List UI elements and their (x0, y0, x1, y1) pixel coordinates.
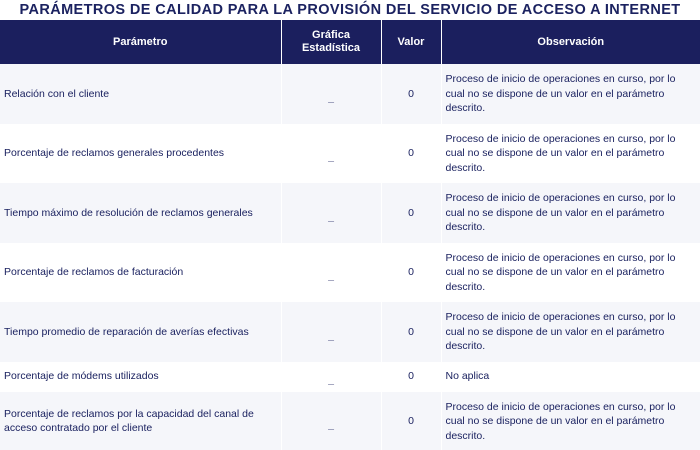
cell-valor: 0 (381, 124, 441, 184)
table-row (0, 392, 700, 450)
cell-parametro: Porcentaje de módems utilizados (0, 362, 281, 392)
cell-observacion: Proceso de inicio de operaciones en curso, por lo cual no se dispone de un valor en el parámetro descrito. (441, 243, 700, 303)
cell-parametro: Porcentaje de reclamos generales procedentes (0, 124, 281, 184)
cell-parametro: Relación con el cliente (0, 64, 281, 124)
header-grafica-line1: Gráfica (312, 29, 350, 41)
header-observacion: Observación (441, 20, 700, 64)
cell-parametro: Tiempo máximo de resolución de reclamos generales (0, 183, 281, 243)
cell-observacion: No aplica (441, 362, 700, 392)
table-row (0, 183, 700, 243)
table-row (0, 362, 700, 392)
cell-valor: 0 (381, 392, 441, 450)
cell-valor: 0 (381, 243, 441, 303)
cell-grafica: _ (281, 243, 381, 303)
cell-parametro: Porcentaje de reclamos de facturación (0, 243, 281, 303)
table-row (0, 302, 700, 362)
cell-observacion: Proceso de inicio de operaciones en curso, por lo cual no se dispone de un valor en el parámetro descrito. (441, 64, 700, 124)
cell-grafica: _ (281, 64, 381, 124)
cell-grafica: _ (281, 183, 381, 243)
cell-observacion: Proceso de inicio de operaciones en curso, por lo cual no se dispone de un valor en el parámetro descrito. (441, 392, 700, 450)
table-row (0, 64, 700, 124)
cell-observacion: Proceso de inicio de operaciones en curso, por lo cual no se dispone de un valor en el parámetro descrito. (441, 183, 700, 243)
page-title: PARÁMETROS DE CALIDAD PARA LA PROVISIÓN DEL SERVICIO DE ACCESO A INTERNET (19, 2, 681, 18)
table-row (0, 243, 700, 303)
cell-grafica: _ (281, 392, 381, 450)
cell-grafica: _ (281, 302, 381, 362)
table-row (0, 124, 700, 184)
cell-parametro: Porcentaje de reclamos por la capacidad del canal de acceso contratado por el cliente (0, 392, 281, 450)
cell-grafica: _ (281, 362, 381, 392)
header-grafica-line2: Estadística (301, 42, 361, 54)
header-valor: Valor (381, 20, 441, 64)
cell-valor: 0 (381, 183, 441, 243)
table-header-row (0, 20, 700, 64)
cell-observacion: Proceso de inicio de operaciones en curso, por lo cual no se dispone de un valor en el parámetro descrito. (441, 124, 700, 184)
cell-parametro: Tiempo promedio de reparación de averías efectivas (0, 302, 281, 362)
header-grafica-estadistica (281, 20, 381, 64)
cell-valor: 0 (381, 362, 441, 392)
cell-observacion: Proceso de inicio de operaciones en curso, por lo cual no se dispone de un valor en el parámetro descrito. (441, 302, 700, 362)
cell-grafica: _ (281, 124, 381, 184)
cell-valor: 0 (381, 64, 441, 124)
quality-parameters-table (0, 20, 700, 450)
cell-valor: 0 (381, 302, 441, 362)
header-parametro: Parámetro (0, 20, 281, 64)
